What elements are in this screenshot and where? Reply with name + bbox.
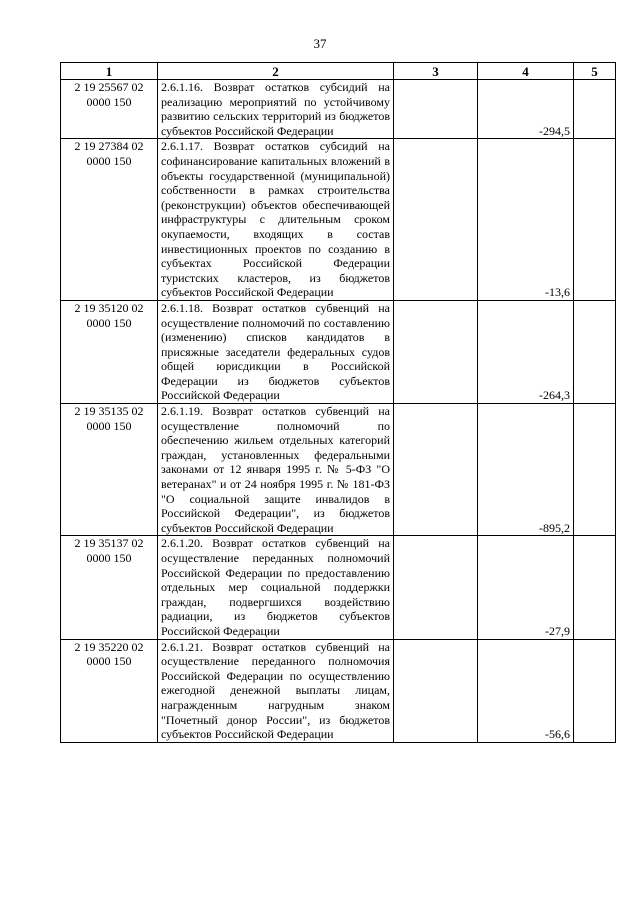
amount-value: -895,2: [478, 404, 574, 536]
budget-code: [61, 80, 158, 139]
table-row: [61, 80, 616, 139]
amount-value: -294,5: [478, 80, 574, 139]
budget-code: [61, 404, 158, 536]
col5-value: [574, 80, 616, 139]
header-col-3: 3: [394, 63, 478, 80]
col5-value: [574, 404, 616, 536]
col3-value: [394, 536, 478, 639]
col3-value: [394, 404, 478, 536]
item-description: [158, 139, 394, 301]
col5-value: [574, 536, 616, 639]
amount-value: -56,6: [478, 639, 574, 742]
table-row: [61, 139, 616, 301]
table-row: [61, 300, 616, 403]
item-description-text: 2.6.1.21. Возврат остатков субвенций на осуществление переданного полномочия Российской Федерации по осуществлению ежегодной денежной выплаты лицам, награжденным нагрудным знаком "Почетный донор России", из бюджетов субъектов Российской Федерации: [161, 639, 390, 742]
table-row: [61, 536, 616, 639]
header-col-4: 4: [478, 63, 574, 80]
budget-code-text: 2 19 25567 02 0000 150: [74, 80, 144, 109]
table-row: [61, 639, 616, 742]
item-description: [158, 639, 394, 742]
amount-value: -13,6: [478, 139, 574, 301]
item-description: [158, 404, 394, 536]
item-description-text: 2.6.1.17. Возврат остатков субсидий на софинансирование капитальных вложений в объекты государственной (муниципальной) собственности в рамках строительства (реконструкции) объектов обеспечивающей инфраструктуры с длительным сроком окупаемости, входящих в состав инвестиционных проектов по созданию в субъектах Российской Федерации туристских кластеров, из бюджетов субъектов Российской Федерации: [161, 139, 390, 300]
page-number: 37: [313, 36, 327, 51]
item-description: [158, 300, 394, 403]
col3-value: [394, 639, 478, 742]
budget-code-text: 2 19 35120 02 0000 150: [74, 300, 144, 330]
header-row: [61, 63, 616, 80]
col3-value: [394, 300, 478, 403]
item-description-text: 2.6.1.20. Возврат остатков субвенций на осуществление переданных полномочий Российской Федерации по предоставлению отдельных мер социальной поддержки граждан, подвергшихся воздействию радиации, из бюджетов субъектов Российской Федерации: [161, 536, 390, 638]
col5-value: [574, 639, 616, 742]
budget-code: [61, 536, 158, 639]
item-description: [158, 536, 394, 639]
budget-code-text: 2 19 35220 02 0000 150: [74, 639, 144, 669]
item-description-text: 2.6.1.16. Возврат остатков субсидий на реализацию мероприятий по устойчивому развитию сельских территорий из бюджетов субъектов Российской Федерации: [161, 80, 390, 138]
item-description: [158, 80, 394, 139]
amount-value: -264,3: [478, 300, 574, 403]
budget-code: [61, 639, 158, 742]
budget-code-text: 2 19 35135 02 0000 150: [74, 404, 144, 433]
budget-table: [60, 62, 616, 743]
budget-code-text: 2 19 35137 02 0000 150: [74, 536, 144, 565]
budget-code-text: 2 19 27384 02 0000 150: [74, 139, 144, 168]
item-description-text: 2.6.1.19. Возврат остатков субвенций на осуществление полномочий по обеспечению жильем отдельных категорий граждан, установленных федеральными законами от 12 января 1995 г. № 5-ФЗ "О ветеранах" и от 24 ноября 1995 г. № 181-ФЗ "О социальной защите инвалидов в Российской Федерации", из бюджетов субъектов Российской Федерации: [161, 404, 390, 535]
col5-value: [574, 300, 616, 403]
col5-value: [574, 139, 616, 301]
header-col-1: 1: [61, 63, 158, 80]
table-row: [61, 404, 616, 536]
col3-value: [394, 80, 478, 139]
header-col-2: 2: [158, 63, 394, 80]
header-col-5: 5: [574, 63, 616, 80]
item-description-text: 2.6.1.18. Возврат остатков субвенций на осуществление полномочий по составлению (изменению) списков кандидатов в присяжные заседатели федеральных судов общей юрисдикции в Российской Федерации из бюджетов субъектов Российской Федерации: [161, 300, 390, 403]
amount-value: -27,9: [478, 536, 574, 639]
budget-code: [61, 300, 158, 403]
col3-value: [394, 139, 478, 301]
budget-code: [61, 139, 158, 301]
